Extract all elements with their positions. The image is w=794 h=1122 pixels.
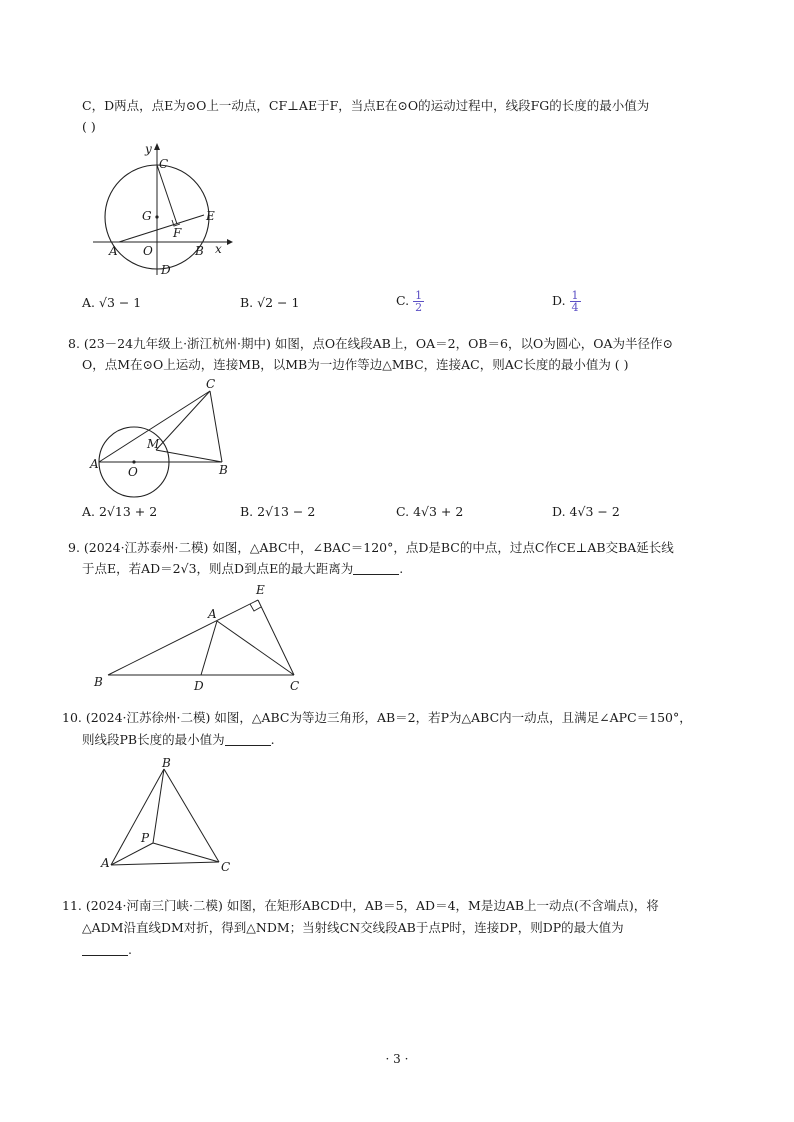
- q7-option-d[interactable]: [552, 290, 581, 313]
- q9-figure: [90, 580, 310, 693]
- q7-label-F: F: [173, 226, 182, 240]
- q9-label-C: C: [290, 679, 300, 693]
- q7-label-y: y: [145, 142, 152, 156]
- q10-text-line2-body: 则线段PB长度的最小值为: [82, 732, 225, 747]
- q10-text-line2: 则线段PB长度的最小值为 .: [82, 732, 275, 747]
- q8-figure: [90, 378, 240, 488]
- q8-label-O: O: [128, 465, 138, 479]
- q7-option-c-fraction: $\frac{1}{2}$: [415, 289, 423, 314]
- q10-answer-blank[interactable]: [225, 732, 271, 746]
- q11-text-line3: .: [82, 941, 132, 959]
- q7-option-c[interactable]: [396, 290, 424, 313]
- q8-label-A: A: [90, 457, 99, 471]
- q7-text-line1: C，D两点，点E为⊙O上一动点，CF⊥AE于F，当点E在⊙O的运动过程中，线段FG的长度的最小值为: [82, 98, 650, 113]
- q7-option-d-label: D.: [552, 293, 566, 308]
- q8-text-line2: O，点M在⊙O上运动，连接MB，以MB为一边作等边△MBC，连接AC，则AC长度的最小值为 ( ): [82, 357, 629, 372]
- q8-label-C: C: [206, 377, 216, 391]
- q9-text-line1: 9. (2024·江苏泰州·二模) 如图，△ABC中，∠BAC＝120°，点D是BC的中点，过点C作CE⊥AB交BA延长线: [68, 540, 674, 555]
- q9-text-line2-body: 于点E，若AD＝2√3，则点D到点E的最大距离为: [82, 561, 354, 576]
- q7-label-B: B: [195, 244, 204, 258]
- q10-text-line1: 10. (2024·江苏徐州·二模) 如图，△ABC为等边三角形，AB＝2，若P为△ABC内一动点，且满足∠APC＝150°，: [62, 710, 692, 725]
- q8-option-b[interactable]: B. 2√13 − 2: [240, 504, 316, 519]
- q8-text-line1: 8. (23－24九年级上·浙江杭州·期中) 如图，点O在线段AB上，OA＝2，OB＝6，以O为圆心，OA为半径作⊙: [68, 336, 673, 351]
- q8-label-B: B: [219, 463, 228, 477]
- q7-label-A: A: [109, 244, 118, 258]
- q8-option-c[interactable]: C. 4√3 + 2: [396, 504, 464, 519]
- q7-label-C: C: [159, 157, 169, 171]
- q7-option-d-fraction: $\frac{1}{4}$: [571, 289, 579, 314]
- q7-label-G: G: [142, 209, 152, 223]
- q11-text-line2: △ADM沿直线DM对折，得到△NDM；当射线CN交线段AB于点P时，连接DP，则DP的最大值为: [82, 920, 624, 935]
- q10-label-C: C: [221, 860, 231, 874]
- q8-label-M: M: [147, 437, 160, 451]
- q10-figure: [95, 755, 245, 880]
- q9-label-D: D: [194, 679, 204, 693]
- q7-label-E: E: [206, 209, 215, 223]
- q11-answer-blank[interactable]: [82, 942, 128, 956]
- page-number: · 3 ·: [385, 1052, 409, 1066]
- q10-label-A: A: [101, 856, 110, 870]
- q11-text-line1: 11. (2024·河南三门峡·二模) 如图，在矩形ABCD中，AB＝5，AD＝4，M是边AB上一动点(不含端点)，将: [62, 898, 659, 913]
- q7-label-O: O: [143, 244, 153, 258]
- q7-label-x: x: [215, 242, 222, 256]
- q8-option-d[interactable]: D. 4√3 − 2: [552, 504, 620, 519]
- q10-label-B: B: [162, 756, 171, 770]
- q7-option-c-label: C.: [396, 293, 410, 308]
- q9-label-E: E: [256, 583, 265, 597]
- q7-label-D: D: [161, 263, 171, 277]
- q9-label-A: A: [208, 607, 217, 621]
- q7-answer-bracket: ( ): [82, 119, 96, 134]
- q9-answer-blank[interactable]: [353, 561, 399, 575]
- q9-label-B: B: [94, 675, 103, 689]
- q7-option-b[interactable]: B. √2 − 1: [240, 295, 300, 310]
- q8-option-a[interactable]: A. 2√13 + 2: [82, 504, 158, 519]
- q7-figure: [85, 140, 245, 280]
- q7-option-a[interactable]: A. √3 − 1: [82, 295, 142, 310]
- q9-text-line2: 于点E，若AD＝2√3，则点D到点E的最大距离为 .: [82, 561, 404, 576]
- q10-label-P: P: [141, 831, 150, 845]
